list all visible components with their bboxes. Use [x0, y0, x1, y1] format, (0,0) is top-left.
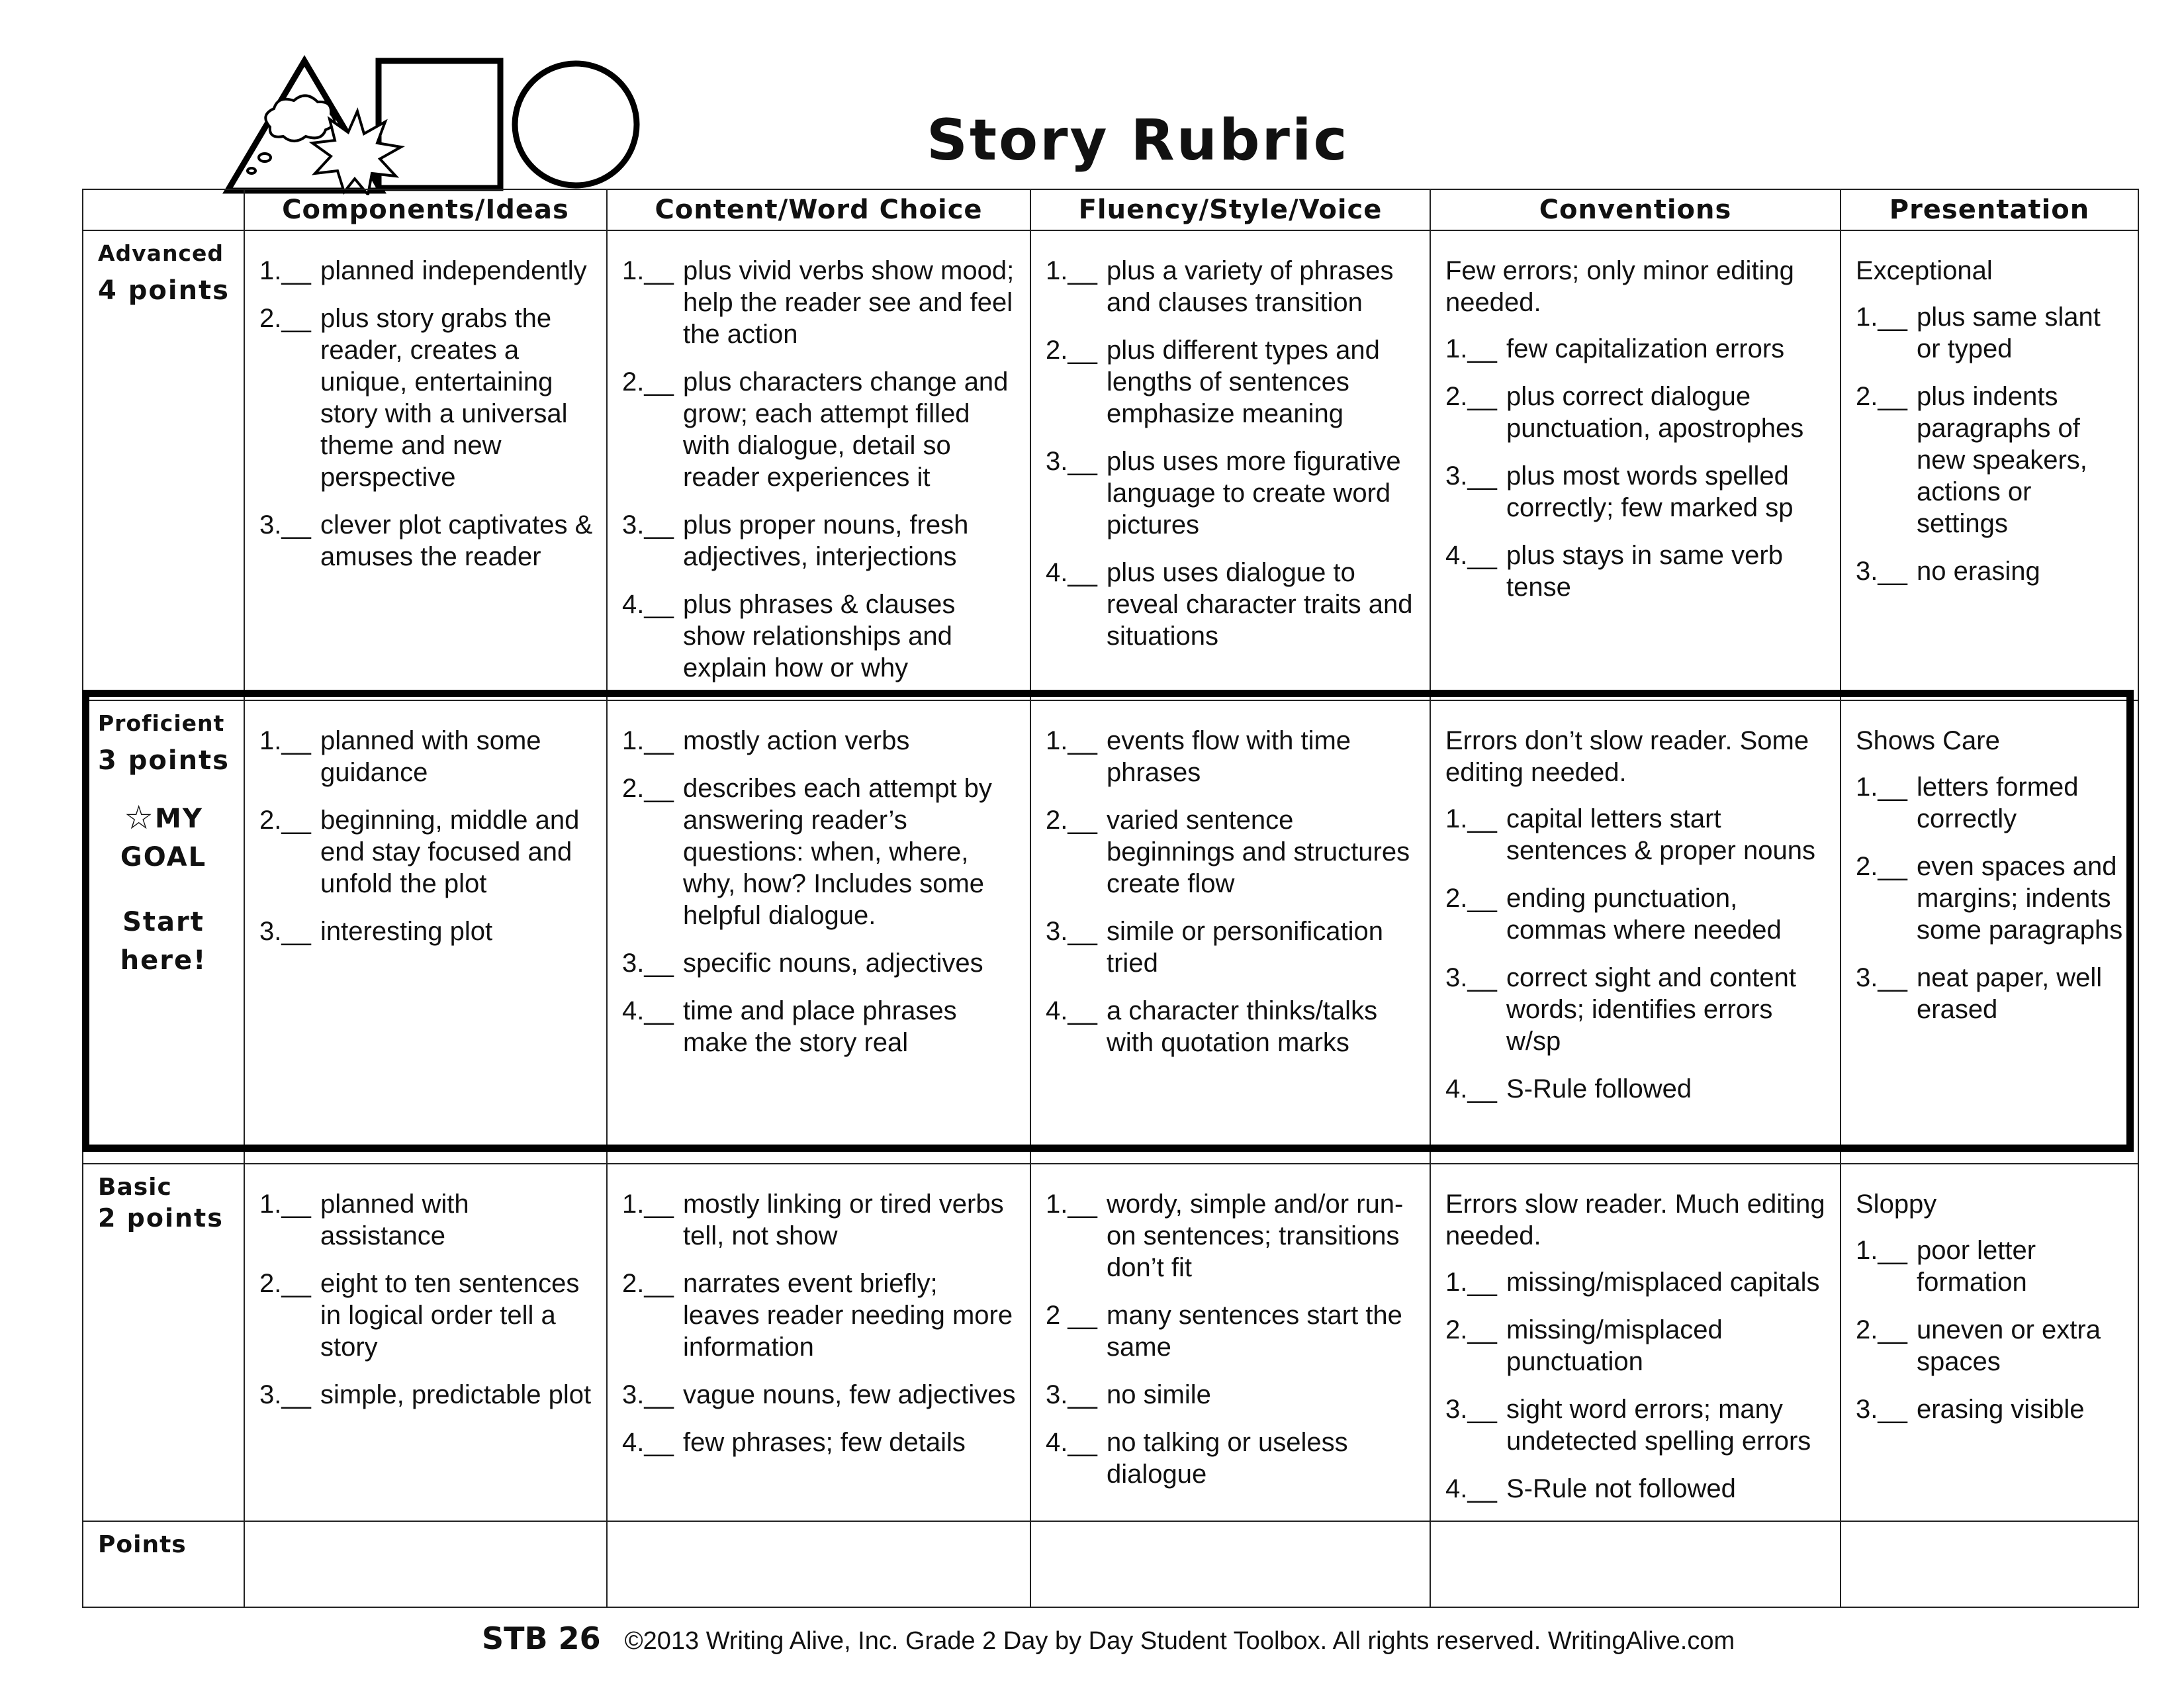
cell-intro: Errors don’t slow reader. Some editing needed.	[1445, 726, 1809, 787]
criteria-text: simple, predictable plot	[320, 1380, 592, 1409]
criteria-number-blank[interactable]: 1.__	[622, 256, 674, 285]
column-header: Presentation	[1841, 189, 2138, 230]
criteria-item	[1046, 1427, 1416, 1490]
criteria-number-blank[interactable]: 1.__	[1046, 256, 1097, 285]
criteria-item	[1046, 255, 1416, 318]
criteria-text: sight word errors; many undetected spelling errors	[1506, 1395, 1811, 1456]
criteria-number-blank[interactable]: 4.__	[622, 1428, 674, 1457]
criteria-number-blank[interactable]: 4.__	[622, 996, 674, 1025]
criteria-item	[259, 1379, 593, 1411]
criteria-text: specific nouns, adjectives	[683, 949, 983, 978]
criteria-text: plus story grabs the reader, creates a unique, entertaining story with a universal theme and new perspective	[320, 304, 568, 492]
criteria-number-blank[interactable]: 2.__	[622, 367, 674, 397]
criteria-item	[622, 588, 1017, 684]
criteria-text: a character thinks/talks with quotation marks	[1107, 996, 1378, 1057]
points-entry-cell[interactable]	[244, 1521, 607, 1607]
column-header: Conventions	[1430, 189, 1841, 230]
criteria-number-blank[interactable]: 1.__	[1856, 773, 1907, 802]
criteria-number-blank[interactable]: 1.__	[622, 1190, 674, 1219]
criteria-item	[1445, 1473, 1827, 1505]
criteria-text: S-Rule followed	[1506, 1074, 1692, 1103]
criteria-text: describes each attempt by answering reader’s questions: when, where, why, how? Includes some helpful dialogue.	[683, 774, 992, 930]
criteria-number-blank[interactable]: 4.__	[622, 590, 674, 619]
row-points	[83, 1521, 2138, 1607]
criteria-text: plus phrases & clauses show relationships and explain how or why	[683, 590, 956, 682]
criteria-item	[622, 1268, 1017, 1363]
my-goal-label: ☆MY GOAL	[120, 798, 207, 872]
thought-cloud-shape	[265, 95, 334, 141]
criteria-number-blank[interactable]: 3.__	[622, 949, 674, 978]
criteria-cell	[1030, 700, 1430, 1164]
criteria-cell	[244, 230, 607, 700]
criteria-text: mostly action verbs	[683, 726, 910, 755]
criteria-text: plus proper nouns, fresh adjectives, interjections	[683, 510, 969, 571]
criteria-number-blank[interactable]: 2.__	[1445, 1315, 1497, 1344]
criteria-item	[259, 255, 593, 287]
cell-intro: Errors slow reader. Much editing needed.	[1445, 1190, 1825, 1250]
criteria-item	[1046, 445, 1416, 541]
criteria-text: poor letter formation	[1917, 1236, 2036, 1297]
criteria-item	[622, 366, 1017, 493]
criteria-item	[622, 773, 1017, 931]
criteria-text: plus different types and lengths of sentences emphasize meaning	[1107, 336, 1380, 428]
criteria-number-blank[interactable]: 2.__	[1856, 852, 1907, 881]
criteria-number-blank[interactable]: 2.__	[1445, 884, 1497, 913]
criteria-item	[1445, 962, 1827, 1057]
criteria-item	[259, 725, 593, 788]
points-entry-cell[interactable]	[1430, 1521, 1841, 1607]
criteria-item	[1445, 460, 1827, 524]
cell-intro: Few errors; only minor editing needed.	[1445, 256, 1794, 317]
criteria-number-blank[interactable]: 2.__	[622, 774, 674, 803]
criteria-number-blank[interactable]: 3.__	[1445, 1395, 1497, 1424]
footer	[482, 1620, 1735, 1656]
rubric-table	[82, 189, 2139, 1608]
circle-shape	[515, 64, 637, 185]
criteria-number-blank[interactable]: 3.__	[1046, 447, 1097, 476]
criteria-item	[1046, 1299, 1416, 1363]
criteria-number-blank[interactable]: 2.__	[1046, 806, 1097, 835]
criteria-cell	[607, 230, 1030, 700]
criteria-cell	[607, 700, 1030, 1164]
criteria-item	[622, 509, 1017, 573]
criteria-number-blank[interactable]: 2 __	[1046, 1301, 1097, 1330]
criteria-text: planned independently	[320, 256, 587, 285]
criteria-number-blank[interactable]: 3.__	[1856, 1395, 1907, 1424]
criteria-item	[622, 255, 1017, 350]
criteria-cell	[1430, 1164, 1841, 1521]
criteria-text: uneven or extra spaces	[1917, 1315, 2101, 1376]
criteria-number-blank[interactable]: 4.__	[1046, 558, 1097, 587]
criteria-number-blank[interactable]: 4.__	[1445, 1074, 1497, 1103]
criteria-number-blank[interactable]: 3.__	[259, 510, 311, 539]
criteria-item	[1445, 1393, 1827, 1457]
level-points: 3 points	[98, 745, 230, 776]
criteria-list	[1445, 333, 1827, 603]
criteria-number-blank[interactable]: 1.__	[1856, 303, 1907, 332]
criteria-number-blank[interactable]: 3.__	[622, 1380, 674, 1409]
criteria-text: ending punctuation, commas where needed	[1506, 884, 1782, 945]
criteria-number-blank[interactable]: 1.__	[1046, 726, 1097, 755]
criteria-text: mostly linking or tired verbs tell, not show	[683, 1190, 1004, 1250]
level-cell	[83, 230, 244, 700]
criteria-text: clever plot captivates & amuses the reader	[320, 510, 593, 571]
criteria-item	[1046, 1379, 1416, 1411]
header-row	[83, 189, 2138, 230]
column-header: Fluency/Style/Voice	[1030, 189, 1430, 230]
criteria-text: plus most words spelled correctly; few marked sp	[1506, 461, 1794, 522]
criteria-cell	[1430, 700, 1841, 1164]
criteria-text: few capitalization errors	[1506, 334, 1785, 363]
criteria-text: narrates event briefly; leaves reader needing more information	[683, 1269, 1013, 1362]
criteria-text: letters formed correctly	[1917, 773, 2079, 833]
cell-intro: Sloppy	[1856, 1190, 1937, 1219]
criteria-text: plus stays in same verb tense	[1506, 541, 1783, 602]
criteria-item	[1856, 555, 2124, 587]
criteria-text: plus same slant or typed	[1917, 303, 2101, 363]
criteria-text: plus vivid verbs show mood; help the reader see and feel the action	[683, 256, 1015, 349]
cell-intro: Shows Care	[1856, 726, 2000, 755]
criteria-text: S-Rule not followed	[1506, 1474, 1736, 1503]
criteria-item	[1046, 1188, 1416, 1284]
criteria-item	[622, 1188, 1017, 1252]
criteria-item	[1445, 1314, 1827, 1378]
points-entry-cell[interactable]	[1030, 1521, 1430, 1607]
criteria-cell	[1430, 230, 1841, 700]
points-entry-cell[interactable]	[607, 1521, 1030, 1607]
criteria-number-blank[interactable]: 4.__	[1445, 541, 1497, 570]
criteria-text: plus a variety of phrases and clauses transition	[1107, 256, 1394, 317]
cell-intro: Exceptional	[1856, 256, 1993, 285]
criteria-item	[1856, 1235, 2124, 1298]
criteria-item	[1445, 539, 1827, 603]
criteria-text: no erasing	[1917, 557, 2040, 586]
criteria-number-blank[interactable]: 1.__	[1445, 334, 1497, 363]
criteria-text: plus uses more figurative language to create word pictures	[1107, 447, 1401, 539]
criteria-item	[1046, 995, 1416, 1058]
criteria-number-blank[interactable]: 2.__	[622, 1269, 674, 1298]
level-label: Proficient	[98, 710, 225, 736]
criteria-text: many sentences start the same	[1107, 1301, 1402, 1362]
footer-copyright: ©2013 Writing Alive, Inc. Grade 2 Day by Day Student Toolbox. All rights reserved. WritingAlive.com	[624, 1627, 1735, 1655]
criteria-number-blank[interactable]: 3.__	[1445, 963, 1497, 992]
points-row-label: Points	[98, 1531, 187, 1558]
criteria-cell	[1841, 230, 2138, 700]
criteria-item	[259, 1188, 593, 1252]
criteria-number-blank[interactable]: 1.__	[259, 256, 311, 285]
criteria-item	[622, 725, 1017, 757]
criteria-number-blank[interactable]: 2.__	[1856, 382, 1907, 411]
criteria-item	[1445, 882, 1827, 946]
criteria-number-blank[interactable]: 2.__	[259, 1269, 311, 1298]
footer-code: STB 26	[482, 1620, 601, 1656]
criteria-item	[1046, 915, 1416, 979]
criteria-text: plus characters change and grow; each attempt filled with dialogue, detail so reader experiences it	[683, 367, 1009, 492]
criteria-number-blank[interactable]: 2.__	[259, 806, 311, 835]
criteria-item	[1046, 804, 1416, 900]
column-header: Components/Ideas	[244, 189, 607, 230]
level-points: 4 points	[98, 275, 230, 306]
criteria-item	[1445, 333, 1827, 365]
criteria-item	[259, 303, 593, 493]
criteria-text: time and place phrases make the story real	[683, 996, 957, 1057]
criteria-item	[1046, 725, 1416, 788]
criteria-item	[259, 1268, 593, 1363]
column-header: Content/Word Choice	[607, 189, 1030, 230]
criteria-number-blank[interactable]: 3.__	[259, 917, 311, 946]
criteria-list	[1856, 1235, 2124, 1425]
criteria-cell	[1030, 230, 1430, 700]
criteria-item	[1445, 1073, 1827, 1105]
criteria-item	[1046, 334, 1416, 430]
criteria-cell	[1841, 700, 2138, 1164]
shapes-logo	[218, 53, 655, 195]
level-cell	[83, 1164, 244, 1521]
level-label: Basic	[98, 1174, 172, 1201]
criteria-text: missing/misplaced punctuation	[1506, 1315, 1723, 1376]
criteria-text: few phrases; few details	[683, 1428, 966, 1457]
criteria-item	[259, 509, 593, 573]
criteria-number-blank[interactable]: 1.__	[1445, 804, 1497, 833]
square-shape	[379, 61, 500, 188]
criteria-cell	[1030, 1164, 1430, 1521]
criteria-text: interesting plot	[320, 917, 493, 946]
criteria-item	[622, 1427, 1017, 1458]
criteria-text: simile or personification tried	[1107, 917, 1383, 978]
criteria-number-blank[interactable]: 4.__	[1046, 996, 1097, 1025]
start-here-label: Start here!	[120, 907, 207, 976]
criteria-number-blank[interactable]: 2.__	[1445, 382, 1497, 411]
page-title: Story Rubric	[927, 107, 1349, 173]
criteria-cell	[1841, 1164, 2138, 1521]
criteria-text: plus indents paragraphs of new speakers, actions or settings	[1917, 382, 2087, 538]
criteria-number-blank[interactable]: 2.__	[1046, 336, 1097, 365]
corner-cell	[83, 189, 244, 230]
criteria-text: no simile	[1107, 1380, 1211, 1409]
criteria-item	[259, 915, 593, 947]
criteria-text: correct sight and content words; identifies errors w/sp	[1506, 963, 1797, 1056]
criteria-item	[1445, 803, 1827, 867]
row-basic	[83, 1164, 2138, 1521]
criteria-item	[1856, 301, 2124, 365]
criteria-item	[1856, 962, 2124, 1025]
criteria-list	[1445, 803, 1827, 1105]
criteria-list	[1856, 301, 2124, 587]
criteria-item	[622, 1379, 1017, 1411]
level-points: 2 points	[98, 1203, 224, 1233]
criteria-cell	[244, 1164, 607, 1521]
criteria-text: vague nouns, few adjectives	[683, 1380, 1016, 1409]
criteria-number-blank[interactable]: 3.__	[1046, 1380, 1097, 1409]
criteria-text: no talking or useless dialogue	[1107, 1428, 1348, 1489]
criteria-number-blank[interactable]: 1.__	[1046, 1190, 1097, 1219]
criteria-number-blank[interactable]: 3.__	[1856, 963, 1907, 992]
criteria-number-blank[interactable]: 3.__	[1046, 917, 1097, 946]
criteria-text: varied sentence beginnings and structures create flow	[1107, 806, 1410, 898]
criteria-text: eight to ten sentences in logical order tell a story	[320, 1269, 580, 1362]
row-proficient	[83, 700, 2138, 1164]
criteria-item	[259, 804, 593, 900]
criteria-text: missing/misplaced capitals	[1506, 1268, 1820, 1297]
criteria-text: planned with some guidance	[320, 726, 541, 787]
criteria-number-blank[interactable]: 1.__	[259, 1190, 311, 1219]
criteria-text: even spaces and margins; indents some paragraphs	[1917, 852, 2123, 945]
criteria-number-blank[interactable]: 3.__	[1856, 557, 1907, 586]
criteria-text: erasing visible	[1917, 1395, 2085, 1424]
criteria-number-blank[interactable]: 1.__	[259, 726, 311, 755]
level-cell	[83, 700, 244, 1164]
criteria-cell	[607, 1164, 1030, 1521]
criteria-number-blank[interactable]: 2.__	[1856, 1315, 1907, 1344]
criteria-text: planned with assistance	[320, 1190, 469, 1250]
points-entry-cell[interactable]	[1841, 1521, 2138, 1607]
level-cell	[83, 1521, 244, 1607]
star-icon: ☆	[124, 798, 156, 837]
criteria-number-blank[interactable]: 1.__	[622, 726, 674, 755]
row-advanced	[83, 230, 2138, 700]
criteria-number-blank[interactable]: 1.__	[1445, 1268, 1497, 1297]
criteria-number-blank[interactable]: 4.__	[1445, 1474, 1497, 1503]
criteria-number-blank[interactable]: 2.__	[259, 304, 311, 333]
level-label: Advanced	[98, 240, 224, 266]
criteria-item	[1856, 1314, 2124, 1378]
criteria-number-blank[interactable]: 1.__	[1856, 1236, 1907, 1265]
criteria-item	[1856, 1393, 2124, 1425]
criteria-item	[1445, 1266, 1827, 1298]
criteria-text: events flow with time phrases	[1107, 726, 1351, 787]
criteria-text: plus correct dialogue punctuation, apostrophes	[1506, 382, 1804, 443]
criteria-list	[1856, 771, 2124, 1025]
criteria-item	[1856, 851, 2124, 946]
criteria-item	[622, 947, 1017, 979]
criteria-text: plus uses dialogue to reveal character traits and situations	[1107, 558, 1413, 651]
criteria-text: capital letters start sentences & proper nouns	[1506, 804, 1815, 865]
criteria-number-blank[interactable]: 3.__	[1445, 461, 1497, 491]
criteria-text: beginning, middle and end stay focused and unfold the plot	[320, 806, 580, 898]
criteria-item	[1046, 557, 1416, 652]
criteria-item	[622, 995, 1017, 1058]
criteria-number-blank[interactable]: 4.__	[1046, 1428, 1097, 1457]
criteria-item	[1856, 381, 2124, 539]
criteria-item	[1445, 381, 1827, 444]
criteria-number-blank[interactable]: 3.__	[622, 510, 674, 539]
criteria-text: wordy, simple and/or run-on sentences; transitions don’t fit	[1107, 1190, 1404, 1282]
criteria-number-blank[interactable]: 3.__	[259, 1380, 311, 1409]
criteria-text: neat paper, well erased	[1917, 963, 2103, 1024]
criteria-cell	[244, 700, 607, 1164]
criteria-item	[1856, 771, 2124, 835]
criteria-list	[1445, 1266, 1827, 1505]
